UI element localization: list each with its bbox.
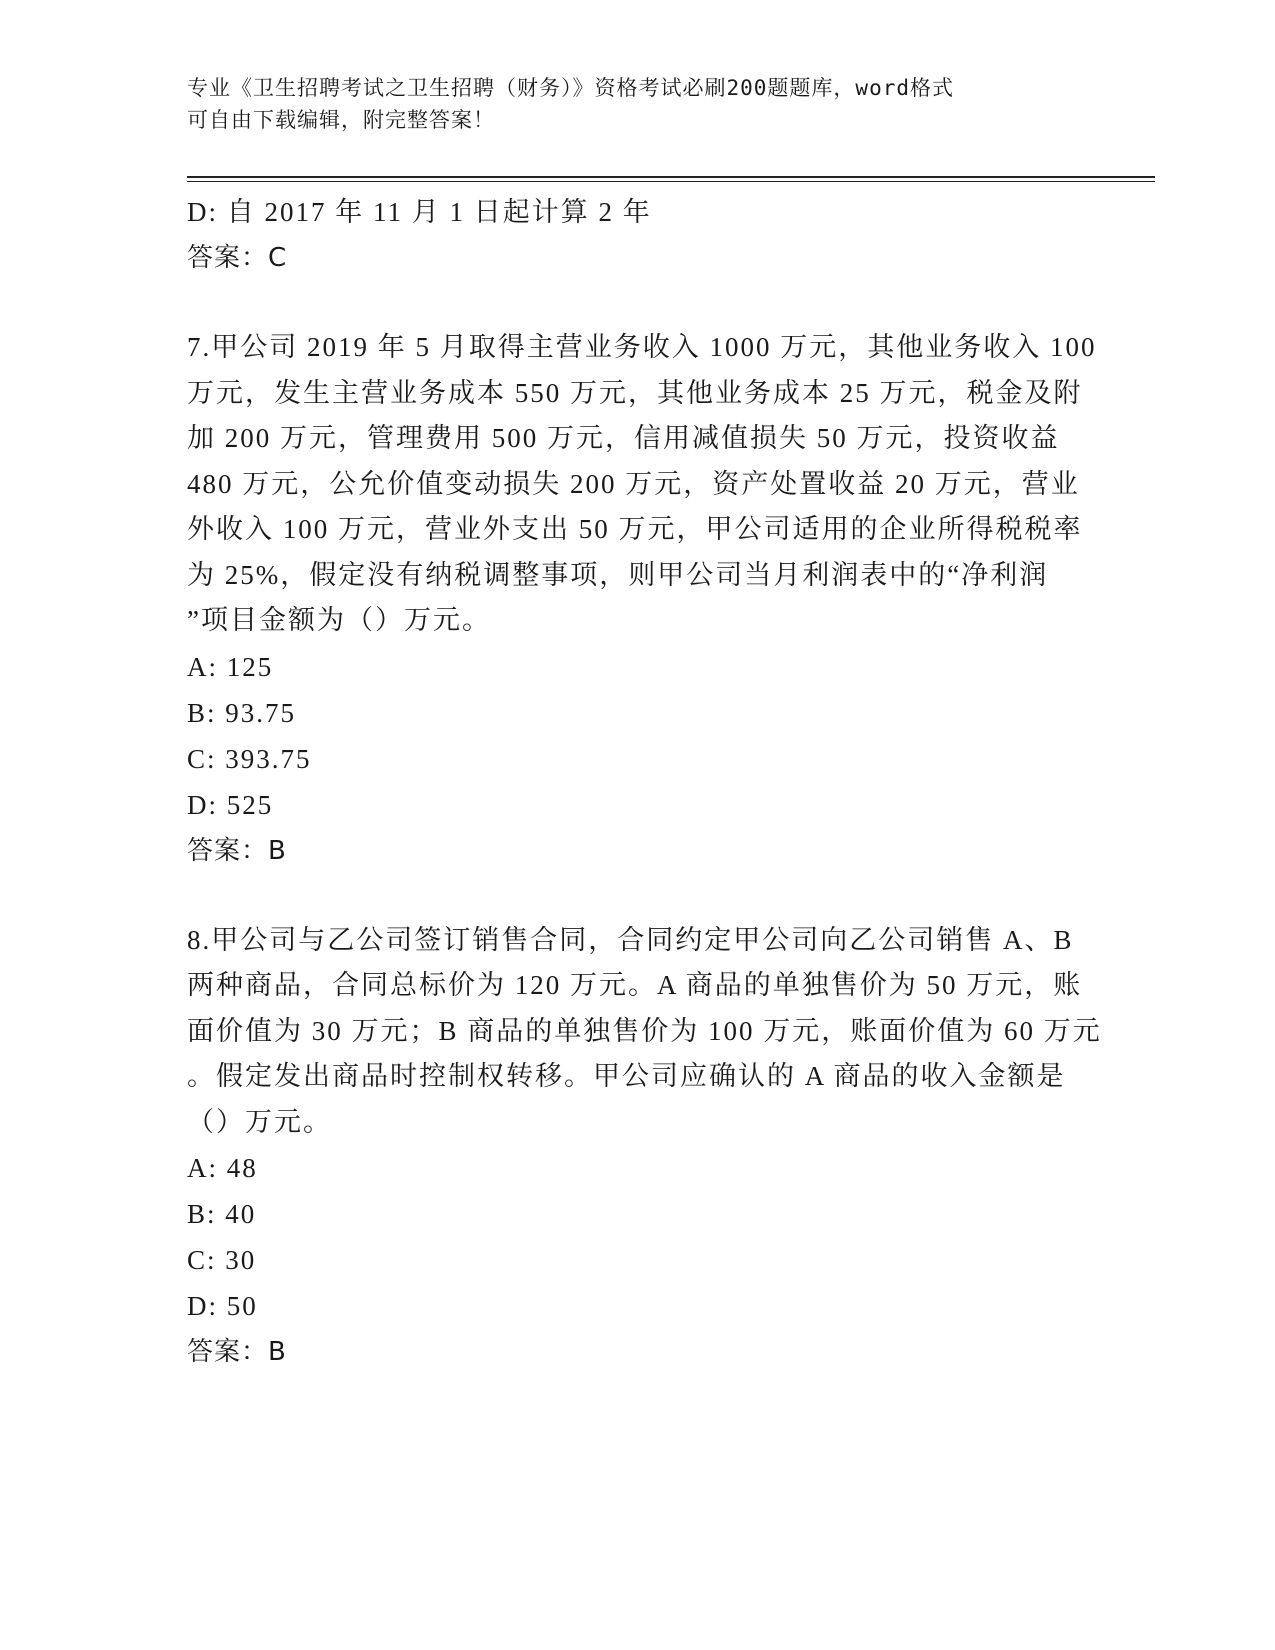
question-8-stem-line: 两种商品，合同总标价为 120 万元。A 商品的单独售价为 50 万元，账 (187, 970, 1083, 1000)
header-divider-thin (187, 181, 1155, 182)
question-8-option-d: D: 50 (187, 1291, 258, 1321)
spacer (187, 874, 1087, 918)
question-7-option-a: A: 125 (187, 651, 274, 682)
question-7-answer: 答案：B (187, 835, 287, 866)
question-8-stem-line: 。假定发出商品时控制权转移。甲公司应确认的 A 商品的收入金额是 (187, 1061, 1066, 1091)
question-8-stem-line: 8.甲公司与乙公司签订销售合同，合同约定甲公司向乙公司销售 A、B (187, 924, 1074, 955)
question-content (187, 189, 1102, 1375)
prev-question-answer: 答案：C (187, 243, 288, 273)
spacer (187, 281, 1087, 325)
question-7-stem (187, 325, 1097, 644)
header-title-line-1: 专业《卫生招聘考试之卫生招聘（财务）》资格考试必刷200题题库，word格式 (187, 76, 954, 100)
page-header (187, 72, 1067, 136)
header-divider-thick (187, 176, 1155, 178)
question-7-stem-line: 7.甲公司 2019 年 5 月取得主营业务收入 1000 万元，其他业务收入 100 (187, 332, 1097, 362)
question-7-stem-line: ”项目金额为（）万元。 (187, 605, 491, 635)
question-8-stem (187, 918, 1102, 1146)
question-8-option-b: B: 40 (187, 1199, 257, 1229)
question-7-stem-line: 为 25%，假定没有纳税调整事项，则甲公司当月利润表中的“净利润 (187, 559, 1049, 590)
question-8-stem-line: 面价值为 30 万元；B 商品的单独售价为 100 万元，账面价值为 60 万元 (187, 1015, 1102, 1046)
question-7-option-c: C: 393.75 (187, 743, 312, 774)
question-7-stem-line: 万元，发生主营业务成本 550 万元，其他业务成本 25 万元，税金及附 (187, 377, 1083, 408)
question-7-stem-line: 外收入 100 万元，营业外支出 50 万元，甲公司适用的企业所得税税率 (187, 514, 1083, 544)
question-8-option-c: C: 30 (187, 1245, 257, 1275)
question-8-answer: 答案：B (187, 1337, 287, 1367)
question-7-stem-line: 加 200 万元，管理费用 500 万元，信用减值损失 50 万元，投资收益 (187, 423, 1060, 453)
header-title-line-2: 可自由下载编辑，附完整答案！ (187, 108, 495, 132)
question-7-stem-line: 480 万元，公允价值变动损失 200 万元，资产处置收益 20 万元，营业 (187, 468, 1080, 499)
question-8-option-a: A: 48 (187, 1153, 258, 1183)
question-7-option-d: D: 525 (187, 789, 274, 820)
question-8-stem-line: （）万元。 (187, 1106, 332, 1137)
prev-question-option-d: D: 自 2017 年 11 月 1 日起计算 2 年 (187, 197, 652, 227)
question-7-option-b: B: 93.75 (187, 697, 297, 728)
